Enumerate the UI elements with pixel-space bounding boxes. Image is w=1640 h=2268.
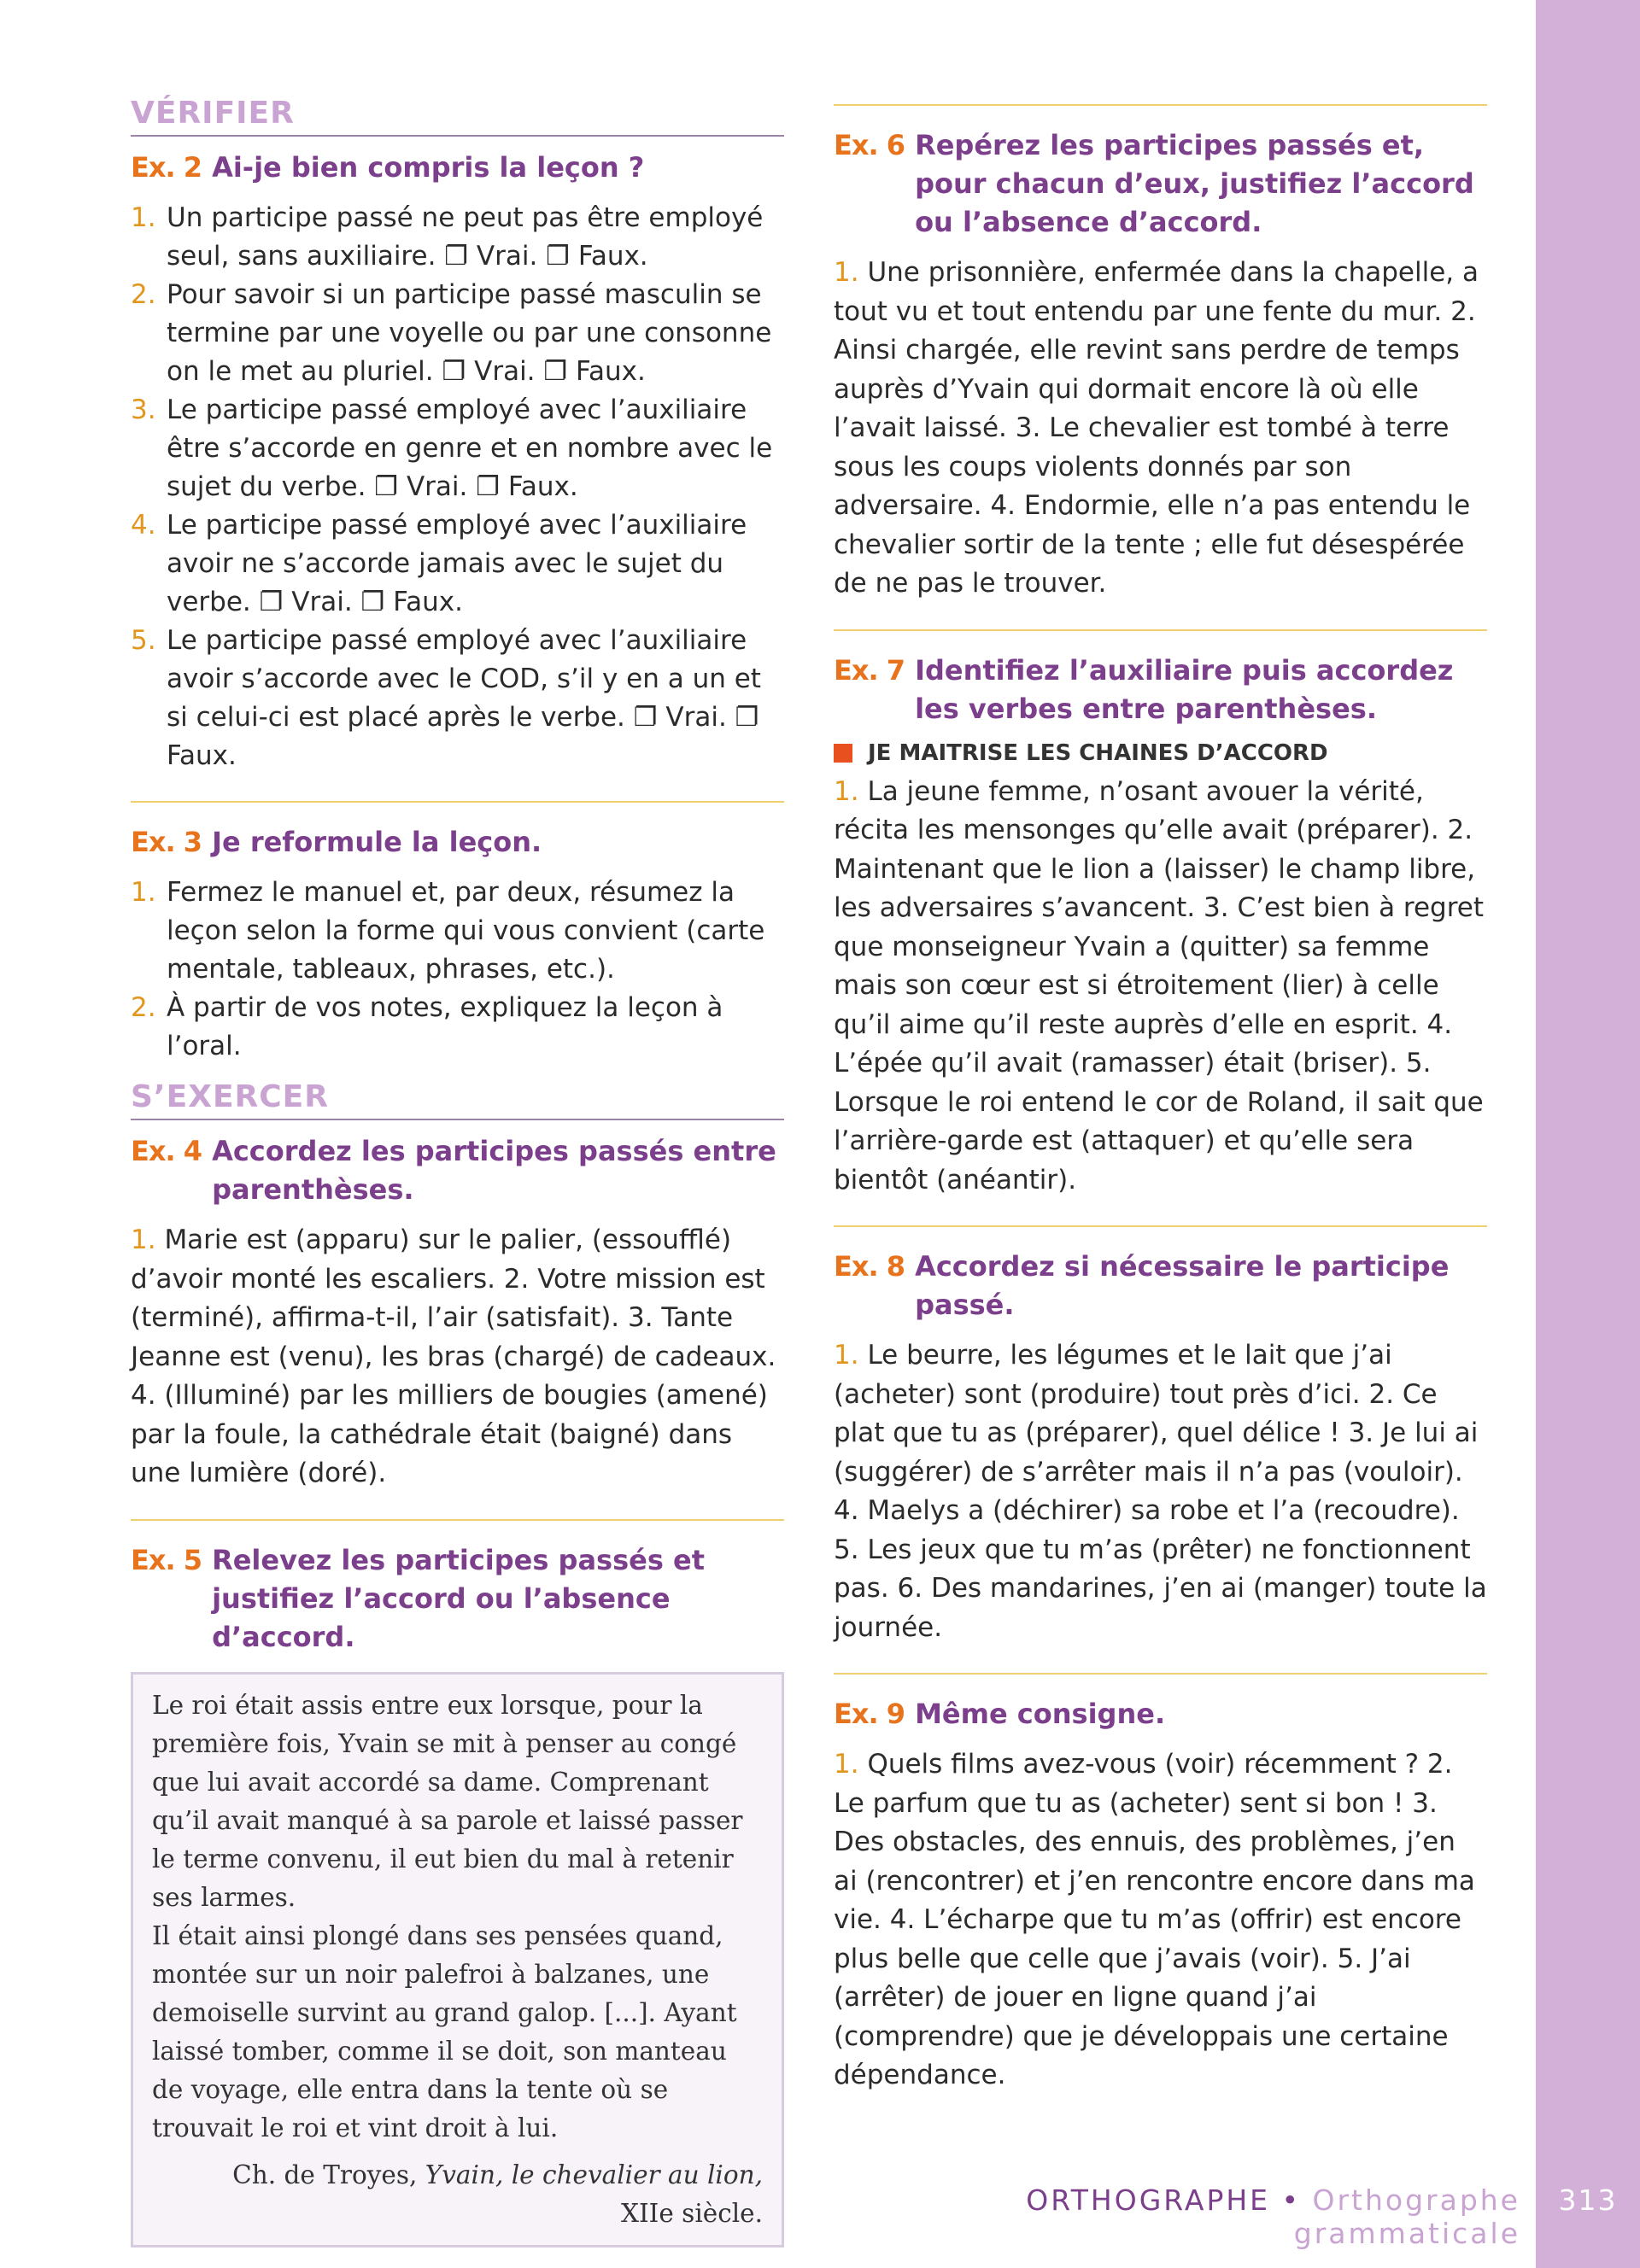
exercise-2-heading [131, 149, 784, 187]
exercise-7 [834, 629, 1487, 1201]
exercise-title: Ai-je bien compris la leçon ? [212, 151, 645, 184]
footer-subsection: Orthographe grammaticale [1293, 2183, 1520, 2250]
exercise-9-heading [834, 1695, 1487, 1733]
subheading-text: JE MAITRISE LES CHAINES D’ACCORD [868, 739, 1328, 766]
footer-bullet: • [1281, 2183, 1301, 2217]
item-number: 3. [131, 395, 156, 425]
excerpt-paragraph: Il était ainsi plongé dans ses pensées quand, montée sur un noir palefroi à balzanes, une demoiselle survint au grand galop. [...]. Ayant laissé tomber, comme il se doit, son manteau de voyage, elle entra dans la tente où se trouvait le roi et vint droit à lui. [152, 1920, 737, 2142]
item-number: 4. [131, 510, 156, 541]
exercise-number: Ex. 9 [834, 1698, 905, 1730]
skill-subheading [834, 740, 1487, 766]
section-title-verifier: VÉRIFIER [131, 94, 784, 137]
exercise-number: Ex. 8 [834, 1250, 905, 1283]
source-century: XIIe siècle. [621, 2198, 763, 2228]
list-item [131, 989, 784, 1066]
exercise-number: Ex. 2 [131, 151, 202, 184]
exercise-9 [834, 1673, 1487, 2096]
exercise-3 [131, 801, 784, 1066]
exercise-3-heading [131, 823, 784, 862]
exercise-title: Accordez si nécessaire le participe passé. [915, 1250, 1450, 1321]
running-footer [854, 2183, 1520, 2250]
page-number: 313 [1558, 2183, 1618, 2217]
exercise-title: Repérez les participes passés et, pour chacun d’eux, justifiez l’accord ou l’absence d’accord. [915, 129, 1474, 238]
exercise-5-heading [131, 1541, 784, 1657]
exercise-8-text: 1. Le beurre, les légumes et le lait que j’ai (acheter) sont (produire) tout près d’ici. 2. Ce plat que tu as (préparer), quel délice ! 3. Je lui ai (suggérer) de s’arrêter mais il n’a pas (vouloir). 4. Maelys a (déchirer) sa robe et l’a (recoudre). 5. Les jeux que tu m’as (prêter) ne fonctionnent pas. 6. Des mandarines, j’en ai (manger) toute la journée. [834, 1340, 1487, 1643]
exercise-6 [834, 104, 1487, 604]
list-item [131, 199, 784, 276]
section-title-sexercer: S’EXERCER [131, 1078, 784, 1120]
exercise-text: Une prisonnière, enfermée dans la chapelle, a tout vu et tout entendu par une fente du mur. 2. Ainsi chargée, elle revint sans perdre de temps auprès d’Yvain qui dormait encore là où elle l’avait laissé. 3. Le chevalier est tombé à terre sous les coups violents donnés par son adversaire. 4. Endormie, elle n’a pas entendu le chevalier sortir de la tente ; elle fut désespérée de ne pas le trouver. [834, 257, 1479, 599]
left-column [131, 94, 784, 2248]
item-number: 1. [131, 202, 156, 233]
item-text: Le participe passé employé avec l’auxiliaire être s’accorde en genre et en nombre avec le sujet du verbe. ❐ Vrai. ❐ Faux. [167, 395, 773, 502]
exercise-text: Le beurre, les légumes et le lait que j’ai (acheter) sont (produire) tout près d’ici. 2. Ce plat que tu as (préparer), quel délice ! 3. Je lui ai (suggérer) de s’arrêter mais il n’a pas (vouloir). 4. Maelys a (déchirer) sa robe et l’a (recoudre). 5. Les jeux que tu m’as (prêter) ne fonctionnent pas. 6. Des mandarines, j’en ai (manger) toute la journée. [834, 1340, 1487, 1643]
item-number: 2. [131, 992, 156, 1023]
exercise-title: Identifiez l’auxiliaire puis accordez les verbes entre parenthèses. [915, 653, 1454, 725]
right-column [834, 94, 1487, 2096]
item-number: 5. [131, 625, 156, 656]
item-number: 2. [131, 279, 156, 310]
exercise-title: Je reformule la leçon. [212, 826, 542, 858]
exercise-7-text: 1. La jeune femme, n’osant avouer la vérité, récita les mensonges qu’elle avait (préparer). 2. Maintenant que le lion a (laisser) le champ libre, les adversaires s’avancent. 3. C’est bien à regret que monseigneur Yvain a (quitter) sa femme mais son cœur est si étroitement (lier) à celle qu’il aime qu’il reste auprès d’elle en esprit. 4. L’épée qu’il avait (ramasser) était (briser). 5. Lorsque le roi entend le cor de Roland, il sait que l’arrière-garde est (attaquer) et qu’elle sera bientôt (anéantir). [834, 775, 1485, 1195]
item-text: Le participe passé employé avec l’auxiliaire avoir ne s’accorde jamais avec le sujet du verbe. ❐ Vrai. ❐ Faux. [167, 510, 747, 617]
exercise-9-text: 1. Quels films avez-vous (voir) récemment ? 2. Le parfum que tu as (acheter) sent si bon ! 3. Des obstacles, des ennuis, des problèmes, j’en ai (rencontrer) et j’en rencontre encore dans ma vie. 4. L’écharpe que tu m’as (offrir) est encore plus belle que celle que j’avais (voir). 5. J’ai (arrêter) de jouer en ligne quand j’ai (comprendre) que je développais une certaine dépendance. [834, 1749, 1475, 2090]
list-item [131, 874, 784, 989]
item-text: Pour savoir si un participe passé masculin se termine par une voyelle ou par une consonne on le met au pluriel. ❐ Vrai. ❐ Faux. [167, 279, 772, 387]
item-number: 1. [131, 877, 156, 908]
exercise-4 [131, 1132, 784, 1493]
exercise-2 [131, 149, 784, 775]
literary-excerpt [131, 1672, 784, 2248]
list-item [131, 391, 784, 506]
exercise-7-heading [834, 652, 1487, 728]
item-text: Un participe passé ne peut pas être employé seul, sans auxiliaire. ❐ Vrai. ❐ Faux. [167, 202, 764, 272]
square-bullet-icon [834, 744, 852, 763]
exercise-2-list [131, 199, 784, 775]
exercise-6-text: 1. Une prisonnière, enfermée dans la chapelle, a tout vu et tout entendu par une fente du mur. 2. Ainsi chargée, elle revint sans perdre de temps auprès d’Yvain qui dormait encore là où elle l’avait laissé. 3. Le chevalier est tombé à terre sous les coups violents donnés par son adversaire. 4. Endormie, elle n’a pas entendu le chevalier sortir de la tente ; elle fut désespérée de ne pas le trouver. [834, 257, 1479, 599]
item-text: Fermez le manuel et, par deux, résumez la leçon selon la forme qui vous convient (carte mentale, tableaux, phrases, etc.). [167, 877, 765, 985]
exercise-6-heading [834, 126, 1487, 242]
exercise-title: Accordez les participes passés entre parenthèses. [212, 1135, 776, 1206]
list-item [131, 622, 784, 775]
exercise-title: Relevez les participes passés et justifiez l’accord ou l’absence d’accord. [212, 1543, 706, 1653]
excerpt-source [152, 2156, 763, 2233]
item-text: À partir de vos notes, expliquez la leçon à l’oral. [167, 992, 723, 1061]
exercise-text: La jeune femme, n’osant avouer la vérité, récita les mensonges qu’elle avait (préparer). 2. Maintenant que le lion a (laisser) le champ libre, les adversaires s’avancent. 3. C’est bien à regret que monseigneur Yvain a (quitter) sa femme mais son cœur est si étroitement (lier) à celle qu’il aime qu’il reste auprès d’elle en esprit. 4. L’épée qu’il avait (ramasser) était (briser). 5. Lorsque le roi entend le cor de Roland, il sait que l’arrière-garde est (attaquer) et qu’elle sera bientôt (anéantir). [834, 775, 1485, 1195]
exercise-text: Marie est (apparu) sur le palier, (essoufflé) d’avoir monté les escaliers. 2. Votre mission est (terminé), affirma-t-il, l’air (satisfait). 3. Tante Jeanne est (venu), les bras (chargé) de cadeaux. 4. (Illuminé) par les milliers de bougies (amené) par la foule, la cathédrale était (baigné) dans une lumière (doré). [131, 1225, 776, 1488]
exercise-8-heading [834, 1248, 1487, 1324]
exercise-number: Ex. 6 [834, 129, 905, 161]
item-text: Le participe passé employé avec l’auxiliaire avoir s’accorde avec le COD, s’il y en a un et si celui-ci est placé après le verbe. ❐ Vrai. ❐ Faux. [167, 625, 761, 771]
excerpt-paragraph: Le roi était assis entre eux lorsque, pour la première fois, Yvain se mit à penser au congé que lui avait accordé sa dame. Comprenant qu’il avait manqué à sa parole et laissé passer le terme convenu, il eut bien du mal à retenir ses larmes. [152, 1690, 743, 1912]
source-title: Yvain, le chevalier au lion, [425, 2160, 763, 2189]
exercise-number: Ex. 3 [131, 826, 202, 858]
list-item [131, 506, 784, 622]
page-margin-band [1536, 0, 1640, 2268]
exercise-3-list [131, 874, 784, 1066]
exercise-title: Même consigne. [915, 1698, 1166, 1730]
exercise-4-text: 1. Marie est (apparu) sur le palier, (essoufflé) d’avoir monté les escaliers. 2. Votre mission est (terminé), affirma-t-il, l’air (satisfait). 3. Tante Jeanne est (venu), les bras (chargé) de cadeaux. 4. (Illuminé) par les milliers de bougies (amené) par la foule, la cathédrale était (baigné) dans une lumière (doré). [131, 1225, 776, 1488]
exercise-4-heading [131, 1132, 784, 1209]
exercise-8 [834, 1225, 1487, 1647]
exercise-text: Quels films avez-vous (voir) récemment ? 2. Le parfum que tu as (acheter) sent si bon ! 3. Des obstacles, des ennuis, des problèmes, j’en ai (rencontrer) et j’en rencontre encore dans ma vie. 4. L’écharpe que tu m’as (offrir) est encore plus belle que celle que j’avais (voir). 5. J’ai (arrêter) de jouer en ligne quand j’ai (comprendre) que je développais une certaine dépendance. [834, 1749, 1475, 2090]
list-item [131, 276, 784, 391]
exercise-number: Ex. 7 [834, 653, 905, 687]
footer-section: ORTHOGRAPHE [1026, 2183, 1271, 2217]
exercise-number: Ex. 4 [131, 1135, 202, 1167]
exercise-5 [131, 1519, 784, 2248]
source-author: Ch. de Troyes, [232, 2160, 418, 2189]
exercise-number: Ex. 5 [131, 1543, 202, 1576]
